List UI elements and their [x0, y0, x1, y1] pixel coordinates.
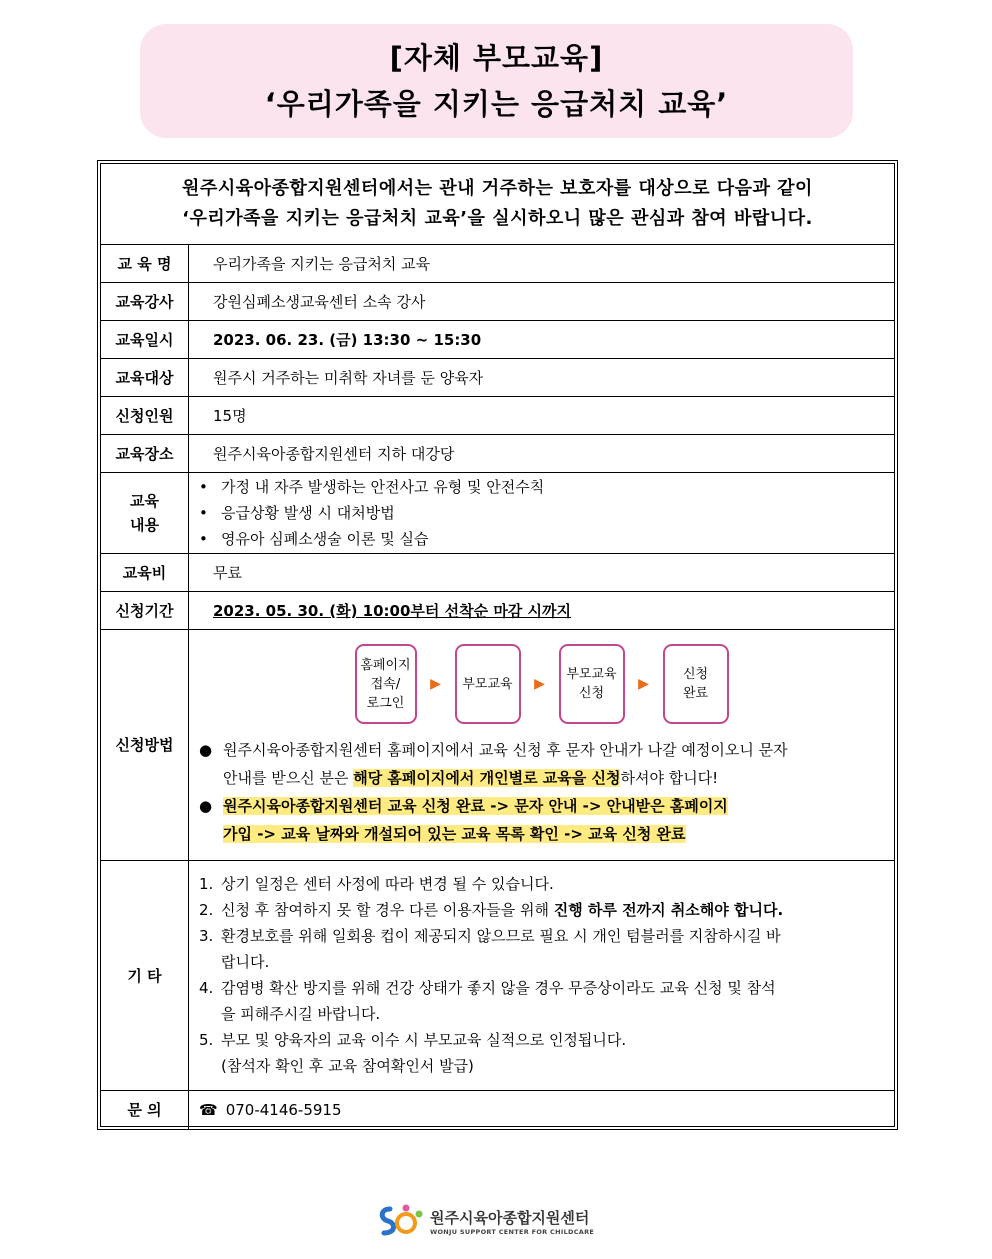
row-fee — [101, 554, 894, 592]
value-date: 2023. 06. 23. (금) 13:30 ~ 15:30 — [213, 331, 482, 349]
label-place: 교육장소 — [101, 435, 189, 472]
title-line-2: ‘우리가족을 지키는 응급처치 교육’ — [264, 87, 729, 121]
footer-logo — [376, 1203, 594, 1239]
label-period: 신청기간 — [101, 592, 189, 629]
label-content-line-1: 교육 — [130, 492, 159, 510]
label-instructor: 교육강사 — [101, 283, 189, 320]
method-note-1c: 하셔야 합니다! — [620, 769, 719, 787]
method-note-2b: 가입 -> 교육 날짜와 개설되어 있는 교육 목록 확인 -> 교육 신청 완료 — [223, 825, 686, 843]
method-note-1a: 원주시육아종합지원센터 홈페이지에서 교육 신청 후 문자 안내가 나갈 예정이오니 문자 — [223, 741, 788, 759]
contact-phone: 070-4146-5915 — [225, 1101, 342, 1119]
org-name-en: WONJU SUPPORT CENTER FOR CHILDCARE — [430, 1227, 595, 1236]
list-item: 2. 신청 후 참여하지 못 할 경우 다른 이용자들을 위해 진행 하루 전까지 취소해야 합니다. — [199, 901, 784, 919]
info-table — [97, 160, 898, 1130]
label-content — [101, 473, 189, 553]
method-note-2a: 원주시육아종합지원센터 교육 신청 완료 -> 문자 안내 -> 안내받은 홈페이지 — [223, 797, 728, 815]
row-contact — [101, 1091, 894, 1129]
list-item: • 가정 내 자주 발생하는 안전사고 유형 및 안전수칙 — [199, 474, 544, 500]
label-date: 교육일시 — [101, 321, 189, 358]
list-item: • 응급상황 발생 시 대처방법 — [199, 500, 544, 526]
row-period — [101, 592, 894, 630]
method-notes — [189, 724, 894, 848]
intro-line-2: ‘우리가족을 지키는 응급처치 교육’을 실시하오니 많은 관심과 참여 바랍니다. — [182, 208, 813, 229]
row-instructor — [101, 283, 894, 321]
content-list — [189, 474, 544, 552]
label-name: 교 육 명 — [101, 245, 189, 282]
value-period: 2023. 05. 30. (화) 10:00부터 선착순 마감 시까지 — [213, 602, 571, 620]
row-target — [101, 359, 894, 397]
flow-step-homepage: 홈페이지 접속/ 로그인 — [355, 644, 417, 724]
value-capacity: 15명 — [213, 407, 247, 425]
etc-note: (참석자 확인 후 교육 참여확인서 발급) — [221, 1057, 474, 1075]
value-instructor: 강원심폐소생교육센터 소속 강사 — [213, 293, 426, 311]
label-fee: 교육비 — [101, 554, 189, 591]
method-note-1-highlight: 해당 홈페이지에서 개인별로 교육을 신청 — [353, 769, 621, 787]
phone-icon: ☎ — [199, 1101, 218, 1119]
arrow-right-icon: ▶ — [638, 676, 649, 692]
value-place: 원주시육아종합지원센터 지하 대강당 — [213, 445, 455, 463]
label-content-line-2: 내용 — [130, 516, 159, 534]
flow-step-parent-education: 부모교육 — [455, 644, 521, 724]
bullet-icon: ● — [199, 797, 213, 815]
center-logo-icon — [376, 1203, 426, 1239]
intro-text — [101, 164, 894, 245]
row-method — [101, 630, 894, 861]
label-contact: 문 의 — [101, 1091, 189, 1129]
value-fee: 무료 — [213, 564, 242, 582]
row-etc — [101, 861, 894, 1091]
list-item: 5. 부모 및 양육자의 교육 이수 시 부모교육 실적으로 인정됩니다. — [199, 1031, 627, 1049]
list-item: • 영유아 심폐소생술 이론 및 실습 — [199, 526, 544, 552]
etc-list — [189, 861, 894, 1053]
arrow-right-icon: ▶ — [430, 676, 441, 692]
list-item: 1. 상기 일정은 센터 사정에 따라 변경 될 수 있습니다. — [199, 875, 554, 893]
flow-step-apply: 부모교육 신청 — [559, 644, 625, 724]
title-banner — [140, 24, 853, 138]
label-target: 교육대상 — [101, 359, 189, 396]
list-item: 3. 환경보호를 위해 일회용 컵이 제공되지 않으므로 필요 시 개인 텀블러를 지참하시길 바 랍니다. — [199, 927, 781, 971]
arrow-right-icon: ▶ — [534, 676, 545, 692]
flow-step-complete: 신청 완료 — [663, 644, 729, 724]
title-line-1: [자체 부모교육] — [389, 41, 604, 75]
label-method: 신청방법 — [101, 630, 189, 860]
row-name — [101, 245, 894, 283]
row-place — [101, 435, 894, 473]
org-name: 원주시육아종합지원센터 — [430, 1208, 590, 1227]
row-capacity — [101, 397, 894, 435]
value-name: 우리가족을 지키는 응급처치 교육 — [213, 255, 431, 273]
list-item: 4. 감염병 확산 방지를 위해 건강 상태가 좋지 않을 경우 무증상이라도 교육 신청 및 참석 을 피해주시길 바랍니다. — [199, 979, 776, 1023]
value-target: 원주시 거주하는 미취학 자녀를 둔 양육자 — [213, 369, 484, 387]
intro-line-1: 원주시육아종합지원센터에서는 관내 거주하는 보호자를 대상으로 다음과 같이 — [182, 178, 813, 199]
label-capacity: 신청인원 — [101, 397, 189, 434]
row-content — [101, 473, 894, 554]
label-etc: 기 타 — [101, 861, 189, 1090]
bullet-icon: ● — [199, 741, 213, 759]
application-flow — [189, 644, 894, 724]
method-note-1b: 안내를 받으신 분은 — [223, 769, 354, 787]
row-date — [101, 321, 894, 359]
